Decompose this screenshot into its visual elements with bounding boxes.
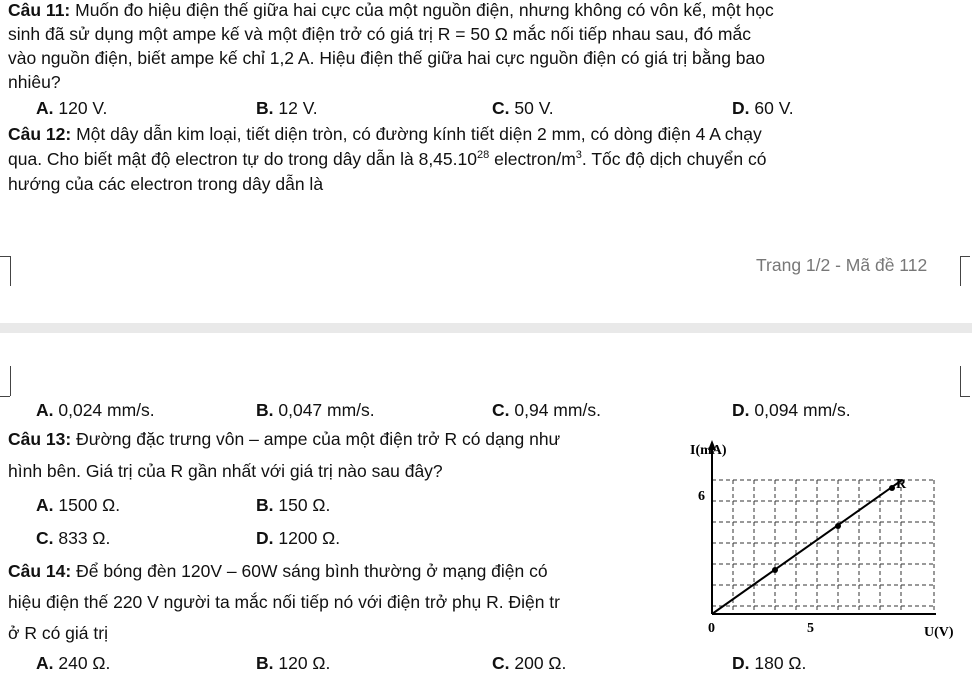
crop-mark-top-left — [0, 256, 10, 257]
page-footer: Trang 1/2 - Mã đề 112 — [756, 255, 928, 275]
q12-option-d: D. 0,094 mm/s. — [732, 400, 851, 420]
q13-option-b: B. 150 Ω. — [256, 495, 331, 515]
q12-label: Câu 12: — [8, 124, 72, 144]
data-point — [835, 523, 841, 529]
iu-characteristic-graph — [690, 436, 972, 676]
q12-option-a: A. 0,024 mm/s. — [36, 400, 155, 420]
q13-option-a: A. 1500 Ω. — [36, 495, 121, 515]
y-tick-6: 6 — [698, 489, 705, 504]
q12-line-1: Câu 12: Một dây dẫn kim loại, tiết diện tròn, có đường kính tiết diện 2 mm, có dòng điện 4 A chạy — [8, 124, 762, 144]
q14-line-2: hiệu điện thế 220 V người ta mắc nối tiếp nó với điện trở phụ R. Điện tr — [8, 592, 561, 612]
page-gap — [0, 323, 972, 333]
crop-mark-bottom-right — [960, 396, 970, 397]
q13-option-d: D. 1200 Ω. — [256, 528, 341, 548]
crop-mark-bottom-left — [0, 396, 10, 397]
q12-line-2: qua. Cho biết mật độ electron tự do trong dây dẫn là 8,45.10$^{28}$ electron/$m^3$. Tốc độ dịch chuyển có — [8, 149, 767, 169]
characteristic-line — [712, 480, 902, 614]
q14-line-3: ở R có giá trị — [8, 623, 108, 643]
data-point — [772, 567, 778, 573]
crop-mark-top-right — [960, 256, 970, 257]
crop-mark-bottom-right-v — [960, 366, 961, 396]
y-axis-label: I(mA) — [690, 443, 727, 458]
q11-label: Câu 11: — [8, 0, 71, 20]
q14-line-1: Câu 14: Để bóng đèn 120V – 60W sáng bình thường ở mạng điện có — [8, 561, 548, 581]
q14-label: Câu 14: — [8, 561, 72, 581]
x-axis-label: U(V) — [924, 625, 954, 640]
x-tick-5: 5 — [807, 621, 814, 636]
q12-line-3: hướng của các electron trong dây dẫn là — [8, 174, 324, 194]
q12-option-c: C. 0,94 mm/s. — [492, 400, 601, 420]
data-point — [889, 485, 895, 491]
q13-line-1: Câu 13: Đường đặc trưng vôn – ampe của một điện trở R có dạng như — [8, 429, 561, 449]
q11-option-d: D. 60 V. — [732, 98, 794, 118]
x-tick-0: 0 — [708, 621, 715, 636]
crop-mark-top-right-v — [960, 256, 961, 286]
q14-option-b: B. 120 Ω. — [256, 653, 331, 673]
q11-option-a: A. 120 V. — [36, 98, 108, 118]
q13-label: Câu 13: — [8, 429, 72, 449]
q13-option-c: C. 833 Ω. — [36, 528, 111, 548]
q11-line-4: nhiêu? — [8, 72, 61, 92]
q11-line-3: vào nguồn điện, biết ampe kế chỉ 1,2 A. Hiệu điện thế giữa hai cực nguồn điện có giá trị bằng bao — [8, 48, 766, 68]
q13-line-2: hình bên. Giá trị của R gần nhất với giá trị nào sau đây? — [8, 461, 443, 481]
q11-option-b: B. 12 V. — [256, 98, 318, 118]
line-label-r: R — [896, 477, 907, 492]
q11-line-1: Câu 11: Muốn đo hiệu điện thế giữa hai cực của một nguồn điện, nhưng không có vôn kế, một học — [8, 0, 774, 20]
q14-option-c: C. 200 Ω. — [492, 653, 567, 673]
q12-option-b: B. 0,047 mm/s. — [256, 400, 375, 420]
crop-mark-top-left-v — [10, 256, 11, 286]
q11-option-c: C. 50 V. — [492, 98, 554, 118]
q14-option-d: D. 180 Ω. — [732, 653, 807, 673]
q11-line-2: sinh đã sử dụng một ampe kế và một điện trở có giá trị R = 50 Ω mắc nối tiếp nhau sau, đó mắc — [8, 24, 751, 44]
crop-mark-bottom-left-v — [10, 366, 11, 396]
q14-option-a: A. 240 Ω. — [36, 653, 111, 673]
